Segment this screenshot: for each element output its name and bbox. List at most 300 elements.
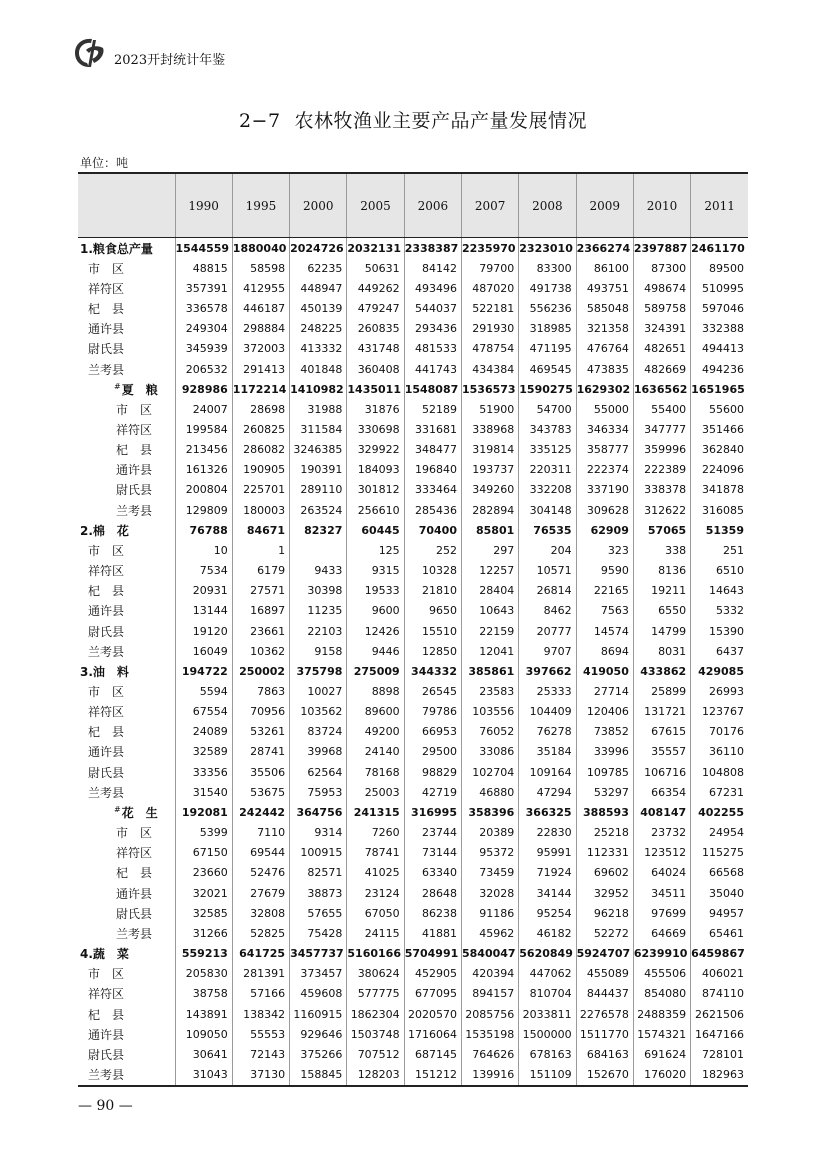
table-cell: 8898 bbox=[347, 681, 404, 701]
table-cell: 589758 bbox=[633, 298, 690, 318]
table-cell: 481533 bbox=[404, 339, 461, 359]
table-cell: 75428 bbox=[290, 923, 347, 943]
row-label-text: 通许县 bbox=[88, 604, 125, 619]
table-cell: 764626 bbox=[461, 1044, 518, 1064]
row-label bbox=[78, 460, 175, 480]
table-cell: 24115 bbox=[347, 923, 404, 943]
table-cell: 691624 bbox=[633, 1044, 690, 1064]
table-cell: 73144 bbox=[404, 843, 461, 863]
table-cell: 104808 bbox=[691, 762, 748, 782]
table-cell: 46182 bbox=[519, 923, 576, 943]
table-cell: 446187 bbox=[232, 298, 289, 318]
table-cell: 9446 bbox=[347, 641, 404, 661]
table-cell: 89500 bbox=[691, 258, 748, 278]
row-label bbox=[78, 1024, 175, 1044]
table-cell: 263524 bbox=[290, 500, 347, 520]
table-cell: 38873 bbox=[290, 883, 347, 903]
row-label-text: 祥符区 bbox=[88, 564, 125, 579]
table-cell: 1500000 bbox=[519, 1024, 576, 1044]
table-cell: 26993 bbox=[691, 681, 748, 701]
table-row bbox=[78, 762, 748, 782]
table-cell: 103562 bbox=[290, 702, 347, 722]
table-cell: 1647166 bbox=[691, 1024, 748, 1044]
table-cell: 22159 bbox=[461, 621, 518, 641]
table-cell: 874110 bbox=[691, 984, 748, 1004]
table-cell: 494413 bbox=[691, 339, 748, 359]
table-cell: 2235970 bbox=[461, 238, 518, 259]
row-label-text: 祥符区 bbox=[116, 846, 153, 861]
row-label-text: 兰考县 bbox=[88, 644, 125, 659]
row-label bbox=[78, 681, 175, 701]
table-cell: 83724 bbox=[290, 722, 347, 742]
table-cell: 1880040 bbox=[232, 238, 289, 259]
table-cell: 102704 bbox=[461, 762, 518, 782]
table-cell: 2488359 bbox=[633, 1004, 690, 1024]
table-row bbox=[78, 1004, 748, 1024]
table-cell: 95254 bbox=[519, 903, 576, 923]
row-label-text: 市 区 bbox=[88, 685, 125, 700]
table-cell: 55400 bbox=[633, 399, 690, 419]
row-label-text: 3.油 料 bbox=[80, 664, 129, 679]
row-label bbox=[78, 278, 175, 298]
table-row bbox=[78, 964, 748, 984]
table-cell: 1651965 bbox=[691, 379, 748, 399]
table-cell: 311584 bbox=[290, 419, 347, 439]
table-row bbox=[78, 419, 748, 439]
row-label-text: 4.蔬 菜 bbox=[80, 947, 129, 962]
table-cell: 5160166 bbox=[347, 943, 404, 963]
table-cell: 27679 bbox=[232, 883, 289, 903]
table-cell: 406021 bbox=[691, 964, 748, 984]
table-cell: 6179 bbox=[232, 561, 289, 581]
table-cell: 28648 bbox=[404, 883, 461, 903]
table-cell: 7260 bbox=[347, 823, 404, 843]
row-label-text: 兰考县 bbox=[116, 503, 153, 518]
table-row bbox=[78, 641, 748, 661]
table-cell: 5924707 bbox=[576, 943, 633, 963]
table-cell: 26814 bbox=[519, 581, 576, 601]
row-label bbox=[78, 823, 175, 843]
table-cell: 34144 bbox=[519, 883, 576, 903]
table-cell: 67615 bbox=[633, 722, 690, 742]
table-cell: 69602 bbox=[576, 863, 633, 883]
table-cell: 434384 bbox=[461, 359, 518, 379]
row-label bbox=[78, 258, 175, 278]
table-cell: 471195 bbox=[519, 339, 576, 359]
table-row bbox=[78, 298, 748, 318]
table-cell: 10643 bbox=[461, 601, 518, 621]
table-cell: 9433 bbox=[290, 561, 347, 581]
subitem-mark: # bbox=[114, 804, 121, 814]
table-cell: 64669 bbox=[633, 923, 690, 943]
table-cell: 97699 bbox=[633, 903, 690, 923]
table-cell: 12257 bbox=[461, 561, 518, 581]
table-cell: 12041 bbox=[461, 641, 518, 661]
table-cell: 46880 bbox=[461, 782, 518, 802]
table-cell: 1629302 bbox=[576, 379, 633, 399]
table-cell: 129809 bbox=[175, 500, 232, 520]
table-cell: 854080 bbox=[633, 984, 690, 1004]
table-cell: 73459 bbox=[461, 863, 518, 883]
table-row-category bbox=[78, 802, 748, 822]
table-cell: 408147 bbox=[633, 802, 690, 822]
table-cell: 380624 bbox=[347, 964, 404, 984]
table-cell: 199584 bbox=[175, 419, 232, 439]
table-body bbox=[78, 238, 748, 1086]
table-cell: 50631 bbox=[347, 258, 404, 278]
table-cell: 401848 bbox=[290, 359, 347, 379]
table-cell: 24140 bbox=[347, 742, 404, 762]
table-cell: 23583 bbox=[461, 681, 518, 701]
table-cell: 75953 bbox=[290, 782, 347, 802]
table-cell: 193737 bbox=[461, 460, 518, 480]
year-header: 2006 bbox=[404, 173, 461, 238]
table-cell: 388593 bbox=[576, 802, 633, 822]
table-cell: 194722 bbox=[175, 661, 232, 681]
table-cell: 252 bbox=[404, 540, 461, 560]
table-cell: 1435011 bbox=[347, 379, 404, 399]
table-cell: 329922 bbox=[347, 440, 404, 460]
table-cell: 139916 bbox=[461, 1064, 518, 1085]
table-cell: 323 bbox=[576, 540, 633, 560]
row-label-text: 杞 县 bbox=[88, 1007, 125, 1022]
row-label-text: 兰考县 bbox=[88, 785, 125, 800]
table-cell: 52476 bbox=[232, 863, 289, 883]
table-cell: 32021 bbox=[175, 883, 232, 903]
table-row bbox=[78, 601, 748, 621]
row-label bbox=[78, 762, 175, 782]
table-row bbox=[78, 681, 748, 701]
table-cell: 331681 bbox=[404, 419, 461, 439]
table-cell: 32028 bbox=[461, 883, 518, 903]
row-label-text: 祥符区 bbox=[88, 987, 125, 1002]
table-cell: 82327 bbox=[290, 520, 347, 540]
table-cell: 89600 bbox=[347, 702, 404, 722]
table-cell: 32589 bbox=[175, 742, 232, 762]
table-row bbox=[78, 359, 748, 379]
table-cell: 282894 bbox=[461, 500, 518, 520]
table-cell: 345939 bbox=[175, 339, 232, 359]
table-cell: 8136 bbox=[633, 561, 690, 581]
table-cell: 15390 bbox=[691, 621, 748, 641]
table-cell: 57655 bbox=[290, 903, 347, 923]
table-cell: 39968 bbox=[290, 742, 347, 762]
year-header: 2011 bbox=[691, 173, 748, 238]
table-cell: 844437 bbox=[576, 984, 633, 1004]
subitem-mark: # bbox=[114, 381, 121, 391]
table-cell: 420394 bbox=[461, 964, 518, 984]
table-cell: 260835 bbox=[347, 319, 404, 339]
table-cell: 31540 bbox=[175, 782, 232, 802]
table-cell: 64024 bbox=[633, 863, 690, 883]
table-cell: 450139 bbox=[290, 298, 347, 318]
table-cell: 28741 bbox=[232, 742, 289, 762]
table-row bbox=[78, 278, 748, 298]
table-cell: 5332 bbox=[691, 601, 748, 621]
table-cell: 364756 bbox=[290, 802, 347, 822]
table-cell: 338378 bbox=[633, 480, 690, 500]
table-cell: 385861 bbox=[461, 661, 518, 681]
table-cell: 38758 bbox=[175, 984, 232, 1004]
row-label-text: 杞 县 bbox=[88, 725, 125, 740]
table-number: 2−7 bbox=[238, 110, 281, 132]
table-cell: 597046 bbox=[691, 298, 748, 318]
table-cell: 32808 bbox=[232, 903, 289, 923]
table-cell: 332388 bbox=[691, 319, 748, 339]
table-cell: 304148 bbox=[519, 500, 576, 520]
table-cell: 225701 bbox=[232, 480, 289, 500]
table-cell: 375798 bbox=[290, 661, 347, 681]
table-row bbox=[78, 399, 748, 419]
table-cell: 5704991 bbox=[404, 943, 461, 963]
row-label bbox=[78, 782, 175, 802]
row-label-text: 通许县 bbox=[116, 463, 153, 478]
table-row bbox=[78, 561, 748, 581]
table-cell: 104409 bbox=[519, 702, 576, 722]
table-cell: 120406 bbox=[576, 702, 633, 722]
table-cell: 23744 bbox=[404, 823, 461, 843]
table-cell: 433862 bbox=[633, 661, 690, 681]
table-cell: 71924 bbox=[519, 863, 576, 883]
table-cell: 55000 bbox=[576, 399, 633, 419]
table-cell: 362840 bbox=[691, 440, 748, 460]
table-cell: 358777 bbox=[576, 440, 633, 460]
yearbook-logo-icon bbox=[72, 36, 108, 70]
row-label bbox=[78, 500, 175, 520]
table-cell: 22830 bbox=[519, 823, 576, 843]
table-row bbox=[78, 782, 748, 802]
table-cell: 115275 bbox=[691, 843, 748, 863]
table-cell: 1574321 bbox=[633, 1024, 690, 1044]
table-cell: 248225 bbox=[290, 319, 347, 339]
row-label bbox=[78, 561, 175, 581]
row-label bbox=[78, 903, 175, 923]
table-cell: 35557 bbox=[633, 742, 690, 762]
table-cell: 286082 bbox=[232, 440, 289, 460]
table-cell: 336578 bbox=[175, 298, 232, 318]
table-cell: 1590275 bbox=[519, 379, 576, 399]
year-header: 1995 bbox=[232, 173, 289, 238]
row-label bbox=[78, 379, 175, 399]
header-corner bbox=[78, 173, 175, 238]
row-label bbox=[78, 1064, 175, 1085]
row-label bbox=[78, 319, 175, 339]
table-cell: 31988 bbox=[290, 399, 347, 419]
table-cell: 9650 bbox=[404, 601, 461, 621]
table-row-category bbox=[78, 238, 748, 259]
table-cell: 482651 bbox=[633, 339, 690, 359]
table-cell: 2621506 bbox=[691, 1004, 748, 1024]
table-cell: 57065 bbox=[633, 520, 690, 540]
table-cell: 319814 bbox=[461, 440, 518, 460]
table-cell: 131721 bbox=[633, 702, 690, 722]
row-label bbox=[78, 641, 175, 661]
table-cell: 333464 bbox=[404, 480, 461, 500]
table-cell: 222374 bbox=[576, 460, 633, 480]
table-cell: 366325 bbox=[519, 802, 576, 822]
table-row-category bbox=[78, 520, 748, 540]
table-cell: 275009 bbox=[347, 661, 404, 681]
row-label-text: 兰考县 bbox=[88, 362, 125, 377]
table-cell: 494236 bbox=[691, 359, 748, 379]
table-cell: 6459867 bbox=[691, 943, 748, 963]
table-cell: 10 bbox=[175, 540, 232, 560]
table-cell: 479247 bbox=[347, 298, 404, 318]
table-cell: 510995 bbox=[691, 278, 748, 298]
row-label-text: 尉氏县 bbox=[88, 342, 125, 357]
table-cell: 687145 bbox=[404, 1044, 461, 1064]
table-cell: 684163 bbox=[576, 1044, 633, 1064]
table-cell: 14643 bbox=[691, 581, 748, 601]
table-cell: 577775 bbox=[347, 984, 404, 1004]
table-cell: 48815 bbox=[175, 258, 232, 278]
table-cell: 19120 bbox=[175, 621, 232, 641]
table-cell: 242442 bbox=[232, 802, 289, 822]
table-cell: 87300 bbox=[633, 258, 690, 278]
table-cell: 86100 bbox=[576, 258, 633, 278]
table-row bbox=[78, 581, 748, 601]
table-cell: 2461170 bbox=[691, 238, 748, 259]
table-cell: 94957 bbox=[691, 903, 748, 923]
table-row bbox=[78, 339, 748, 359]
row-label bbox=[78, 702, 175, 722]
table-cell: 31876 bbox=[347, 399, 404, 419]
row-label bbox=[78, 540, 175, 560]
table-cell: 251 bbox=[691, 540, 748, 560]
table-cell: 413332 bbox=[290, 339, 347, 359]
table-cell: 73852 bbox=[576, 722, 633, 742]
row-label-text: 通许县 bbox=[88, 1027, 125, 1042]
table-cell: 316085 bbox=[691, 500, 748, 520]
table-cell: 338 bbox=[633, 540, 690, 560]
table-cell: 5399 bbox=[175, 823, 232, 843]
table-cell: 2338387 bbox=[404, 238, 461, 259]
table-cell: 348477 bbox=[404, 440, 461, 460]
table-cell: 459608 bbox=[290, 984, 347, 1004]
table-cell: 297 bbox=[461, 540, 518, 560]
table-cell: 28404 bbox=[461, 581, 518, 601]
header-row bbox=[78, 173, 748, 238]
table-cell: 70400 bbox=[404, 520, 461, 540]
row-label bbox=[78, 440, 175, 460]
table-cell: 7534 bbox=[175, 561, 232, 581]
table-cell: 33086 bbox=[461, 742, 518, 762]
table-cell: 125 bbox=[347, 540, 404, 560]
table-cell: 25003 bbox=[347, 782, 404, 802]
row-label-text: 市 区 bbox=[88, 261, 125, 276]
table-cell: 190391 bbox=[290, 460, 347, 480]
row-label-text: 2.棉 花 bbox=[80, 523, 129, 538]
table-cell: 20931 bbox=[175, 581, 232, 601]
table-row bbox=[78, 258, 748, 278]
table-cell: 347777 bbox=[633, 419, 690, 439]
table-cell: 10027 bbox=[290, 681, 347, 701]
table-cell: 358396 bbox=[461, 802, 518, 822]
table-cell: 556236 bbox=[519, 298, 576, 318]
row-label-text: 尉氏县 bbox=[116, 483, 153, 498]
row-label bbox=[78, 1044, 175, 1064]
table-cell: 9707 bbox=[519, 641, 576, 661]
table-row-category bbox=[78, 661, 748, 681]
table-cell: 76535 bbox=[519, 520, 576, 540]
table-cell: 52272 bbox=[576, 923, 633, 943]
row-label bbox=[78, 722, 175, 742]
table-cell: 67150 bbox=[175, 843, 232, 863]
table-cell: 78168 bbox=[347, 762, 404, 782]
table-cell: 151212 bbox=[404, 1064, 461, 1085]
row-label bbox=[78, 802, 175, 822]
year-header: 2008 bbox=[519, 173, 576, 238]
table-cell: 469545 bbox=[519, 359, 576, 379]
table-cell: 452905 bbox=[404, 964, 461, 984]
table-cell: 55600 bbox=[691, 399, 748, 419]
table-cell: 76278 bbox=[519, 722, 576, 742]
table-cell: 2024726 bbox=[290, 238, 347, 259]
table-cell: 585048 bbox=[576, 298, 633, 318]
table-cell: 51900 bbox=[461, 399, 518, 419]
table-cell: 1536573 bbox=[461, 379, 518, 399]
row-label bbox=[78, 863, 175, 883]
table-cell: 249304 bbox=[175, 319, 232, 339]
row-label-text: 市 区 bbox=[88, 967, 125, 982]
row-label-text: 祥符区 bbox=[88, 281, 125, 296]
table-cell: 25218 bbox=[576, 823, 633, 843]
table-row bbox=[78, 883, 748, 903]
table-row bbox=[78, 480, 748, 500]
table-row bbox=[78, 440, 748, 460]
table-cell: 11235 bbox=[290, 601, 347, 621]
table-cell: 53261 bbox=[232, 722, 289, 742]
table-cell: 419050 bbox=[576, 661, 633, 681]
table-cell: 8031 bbox=[633, 641, 690, 661]
table-cell: 83300 bbox=[519, 258, 576, 278]
row-label bbox=[78, 943, 175, 963]
table-cell: 95991 bbox=[519, 843, 576, 863]
table-cell: 493496 bbox=[404, 278, 461, 298]
table-cell: 28698 bbox=[232, 399, 289, 419]
table-cell: 109050 bbox=[175, 1024, 232, 1044]
table-cell: 112331 bbox=[576, 843, 633, 863]
table-cell: 24089 bbox=[175, 722, 232, 742]
table-cell: 5594 bbox=[175, 681, 232, 701]
table-cell: 10328 bbox=[404, 561, 461, 581]
table-cell: 26545 bbox=[404, 681, 461, 701]
table-cell: 343783 bbox=[519, 419, 576, 439]
table-cell: 57166 bbox=[232, 984, 289, 1004]
table-cell: 476764 bbox=[576, 339, 633, 359]
table-cell: 1160915 bbox=[290, 1004, 347, 1024]
production-table bbox=[78, 172, 748, 1087]
table-cell: 321358 bbox=[576, 319, 633, 339]
table-cell: 338968 bbox=[461, 419, 518, 439]
table-cell: 429085 bbox=[691, 661, 748, 681]
table-cell: 98829 bbox=[404, 762, 461, 782]
table-cell: 42719 bbox=[404, 782, 461, 802]
row-label bbox=[78, 1004, 175, 1024]
table-cell: 35040 bbox=[691, 883, 748, 903]
table-cell: 6437 bbox=[691, 641, 748, 661]
table-cell: 66953 bbox=[404, 722, 461, 742]
table-cell: 1535198 bbox=[461, 1024, 518, 1044]
table-cell: 53675 bbox=[232, 782, 289, 802]
table-cell: 341878 bbox=[691, 480, 748, 500]
page-header bbox=[72, 36, 225, 70]
table-cell: 309628 bbox=[576, 500, 633, 520]
row-label bbox=[78, 339, 175, 359]
table-row bbox=[78, 742, 748, 762]
table-cell: 19211 bbox=[633, 581, 690, 601]
table-cell: 9158 bbox=[290, 641, 347, 661]
